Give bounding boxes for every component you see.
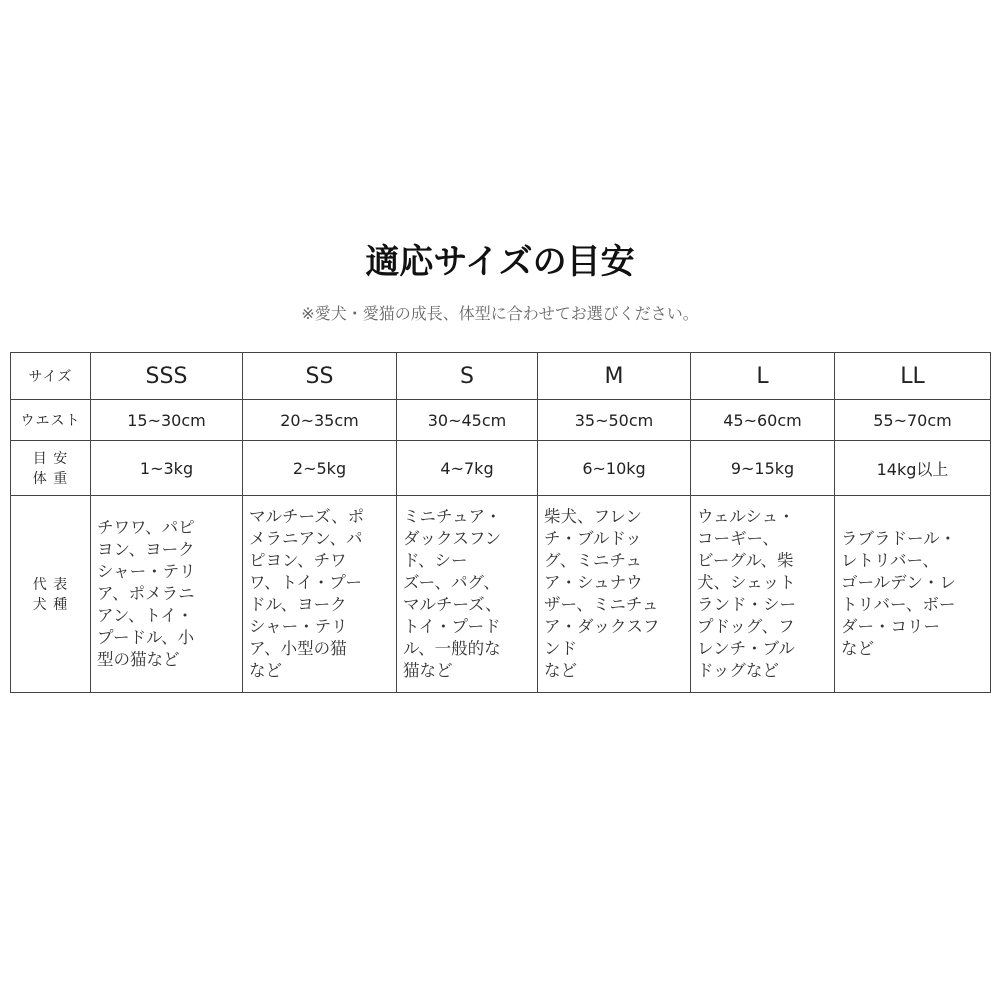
- waist-cell: 35~50cm: [538, 400, 691, 441]
- row-header-weight: 目 安 体 重: [11, 441, 91, 496]
- row-header-waist: ウエスト: [11, 400, 91, 441]
- breeds-row: [11, 496, 991, 693]
- weight-cell: 6~10kg: [538, 441, 691, 496]
- size-cell: LL: [835, 353, 991, 400]
- weight-cell: 4~7kg: [397, 441, 538, 496]
- weight-cell: 1~3kg: [91, 441, 243, 496]
- weight-cell: 2~5kg: [243, 441, 397, 496]
- size-cell: SS: [243, 353, 397, 400]
- weight-row: [11, 441, 991, 496]
- breeds-cell: ウェルシュ・ コーギー、 ビーグル、柴 犬、シェット ランド・シー プドッグ、フ レンチ・ブル ドッグなど: [691, 496, 835, 693]
- size-cell: L: [691, 353, 835, 400]
- waist-cell: 30~45cm: [397, 400, 538, 441]
- waist-cell: 45~60cm: [691, 400, 835, 441]
- size-chart-table: [10, 352, 991, 693]
- size-cell: SSS: [91, 353, 243, 400]
- page-subtitle: ※愛犬・愛猫の成長、体型に合わせてお選びください。: [301, 304, 699, 323]
- size-row: [11, 353, 991, 400]
- size-cell: M: [538, 353, 691, 400]
- weight-cell: 9~15kg: [691, 441, 835, 496]
- waist-cell: 55~70cm: [835, 400, 991, 441]
- breeds-cell: ミニチュア・ ダックスフン ド、シー ズー、パグ、 マルチーズ、 トイ・プード ル、一般的な 猫など: [397, 496, 538, 693]
- breeds-cell: チワワ、パピ ヨン、ヨーク シャー・テリ ア、ポメラニ アン、トイ・ プードル、小 型の猫など: [91, 496, 243, 693]
- size-cell: S: [397, 353, 538, 400]
- page-title: 適応サイズの目安: [365, 242, 635, 282]
- breeds-cell: マルチーズ、ポ メラニアン、パ ピヨン、チワ ワ、トイ・プー ドル、ヨーク シャー・テリ ア、小型の猫 など: [243, 496, 397, 693]
- breeds-cell: ラブラドール・ レトリバー、 ゴールデン・レ トリバー、ボー ダー・コリー など: [835, 496, 991, 693]
- waist-cell: 15~30cm: [91, 400, 243, 441]
- waist-cell: 20~35cm: [243, 400, 397, 441]
- row-header-size: サイズ: [11, 353, 91, 400]
- weight-cell: 14kg以上: [835, 441, 991, 496]
- waist-row: [11, 400, 991, 441]
- row-header-breeds: 代 表 犬 種: [11, 496, 91, 693]
- breeds-cell: 柴犬、フレン チ・ブルドッ グ、ミニチュ ア・シュナウ ザー、ミニチュ ア・ダックスフ ンド など: [538, 496, 691, 693]
